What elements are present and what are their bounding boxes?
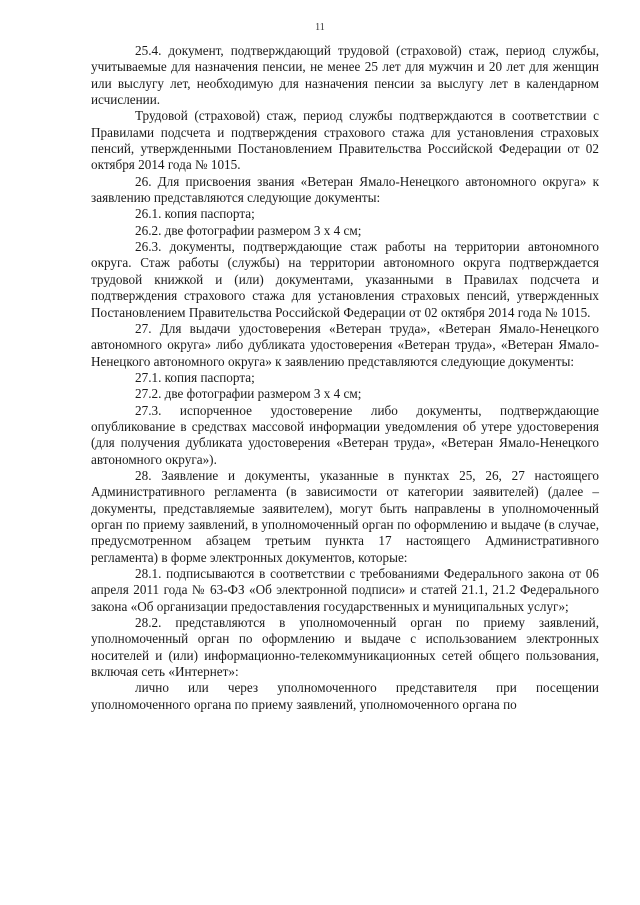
paragraph-28-2: 28.2. представляются в уполномоченный орган по приему заявлений, уполномоченный орган по оформлению и выдаче с использованием электронных носителей и (или) информационно-телекоммуникационных сетей общего пользования, включая сеть «Интернет»:	[91, 615, 599, 680]
paragraph-27-1: 27.1. копия паспорта;	[135, 369, 255, 385]
paragraph-27: 27. Для выдачи удостоверения «Ветеран труда», «Ветеран Ямало-Ненецкого автономного округа» либо дубликата удостоверения «Ветеран труда», «Ветеран Ямало-Ненецкого автономного округа» к заявлению представляются следующие документы:	[91, 320, 599, 369]
paragraph-27-2: 27.2. две фотографии размером 3 х 4 см;	[135, 386, 362, 402]
document-body	[91, 43, 599, 713]
paragraph-28-1: 28.1. подписываются в соответствии с требованиями Федерального закона от 06 апреля 2011 года № 63-ФЗ «Об электронной подписи» и статей 21.1, 21.2 Федерального закона «Об организации предоставления государственных и муниципальных услуг»;	[91, 566, 599, 614]
paragraph-26-1: 26.1. копия паспорта;	[135, 206, 255, 222]
paragraph-27-3: 27.3. испорченное удостоверение либо документы, подтверждающие опубликование в средствах массовой информации уведомления об утере удостоверения (для получения дубликата удостоверения «Ветеран труда», «Ветеран Ямало-Ненецкого автономного округа»).	[91, 402, 599, 467]
paragraph-26: 26. Для присвоения звания «Ветеран Ямало-Ненецкого автономного округа» к заявлению представляются следующие документы:	[91, 173, 599, 206]
page-number: 11	[315, 22, 325, 33]
paragraph-28: 28. Заявление и документы, указанные в пунктах 25, 26, 27 настоящего Административного регламента (в зависимости от категории заявителей) (далее – документы, представляемые заявителем), могут быть направлены в уполномоченный орган по приему заявлений, в уполномоченный орган по оформлению и выдаче (в случае, предусмотренном абзацем третьим пункта 17 настоящего Административного регламента) в форме электронных документов, которые:	[91, 467, 599, 565]
paragraph-25-4: 25.4. документ, подтверждающий трудовой (страховой) стаж, период службы, учитываемые для назначения пенсии, не менее 25 лет для мужчин и 20 лет для женщин или выслугу лет, необходимую для назначения пенсии за выслугу лет в календарном исчислении.	[91, 43, 599, 108]
paragraph-26-2: 26.2. две фотографии размером 3 х 4 см;	[135, 222, 362, 238]
paragraph-in-person: лично или через уполномоченного представителя при посещении уполномоченного органа по приему заявлений, уполномоченного органа по	[91, 680, 599, 712]
paragraph-labor-seniority: Трудовой (страховой) стаж, период службы подтверждаются в соответствии с Правилами подсчета и подтверждения страхового стажа для установления страховых пенсий, утвержденными Постановлением Правительства Российской Федерации от 02 октября 2014 года № 1015.	[91, 108, 599, 173]
paragraph-26-3: 26.3. документы, подтверждающие стаж работы на территории автономного округа. Стаж работы (службы) на территории автономного округа подтверждается трудовой книжкой и (или) документами, указанными в Правилах подсчета и подтверждения страхового стажа для установления страховых пенсий, утвержденных Постановлением Правительства Российской Федерации от 02 октября 2014 года № 1015.	[91, 239, 599, 320]
